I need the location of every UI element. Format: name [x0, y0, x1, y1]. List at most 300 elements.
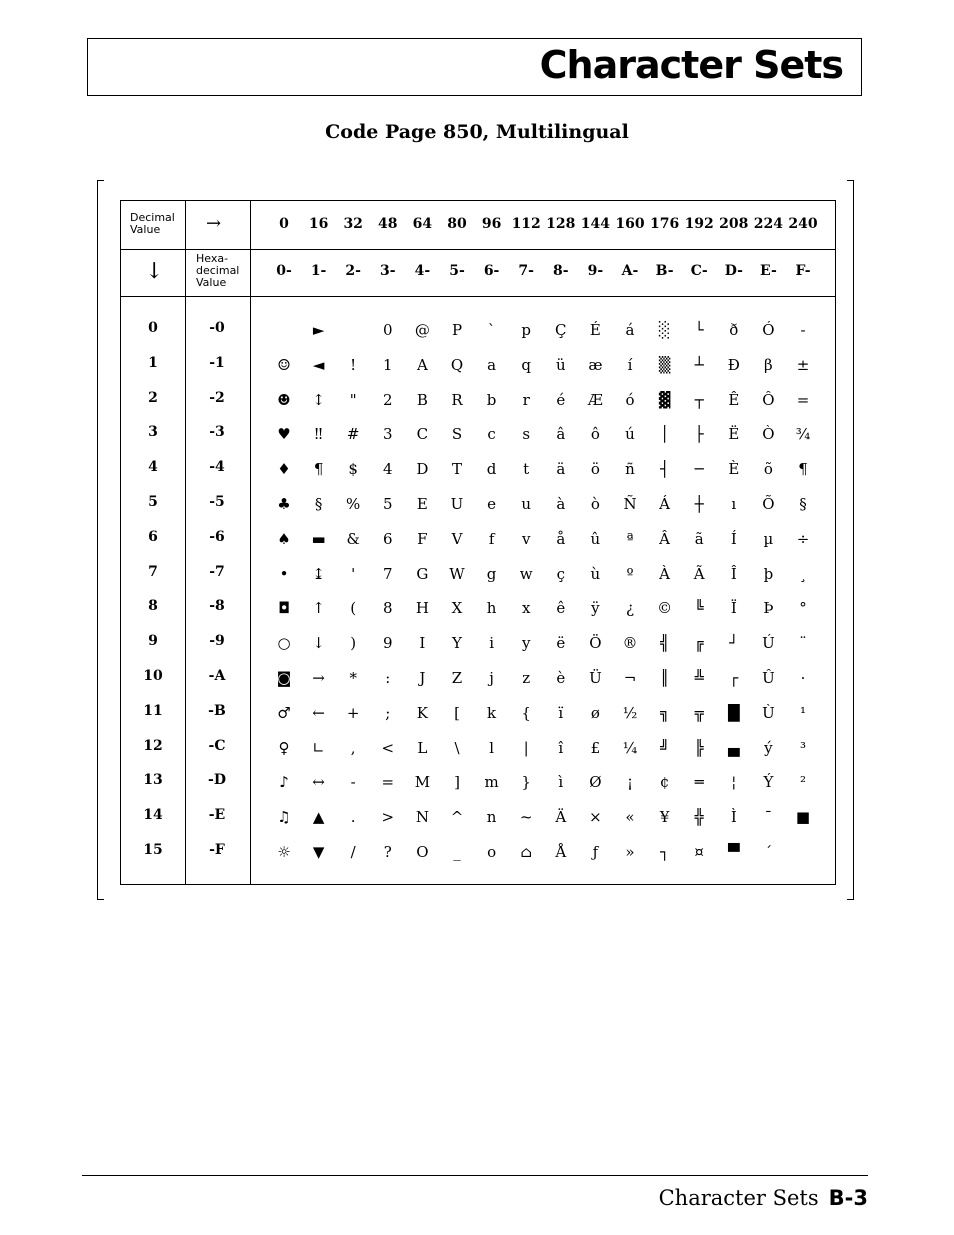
character-cell: F [417, 529, 428, 548]
row-hex-label: -8 [209, 598, 225, 615]
character-cell: ] [454, 773, 460, 792]
character-cell: v [521, 529, 531, 548]
row-decimal-label: 1 [148, 354, 158, 371]
character-cell: R [451, 390, 463, 409]
character-cell: å [556, 529, 566, 548]
character-cell: ç [556, 564, 565, 583]
character-cell: ♀ [278, 738, 290, 757]
character-cell: d [486, 460, 497, 479]
character-cell: ñ [625, 460, 635, 479]
character-cell: § [314, 495, 323, 513]
column-hex-header: 2- [345, 263, 361, 279]
character-cell: ÿ [591, 599, 600, 618]
row-hex-label: -A [208, 668, 226, 684]
character-cell: Ä [555, 808, 567, 827]
character-cell: º [626, 564, 634, 583]
character-cell: | [523, 738, 529, 757]
footer-text: Character Sets [658, 1186, 819, 1210]
character-cell: ø [590, 703, 600, 722]
character-cell: Æ [587, 390, 603, 409]
character-cell: \ [454, 738, 460, 757]
column-hex-header: 6- [483, 263, 500, 279]
character-cell: ´ [764, 843, 773, 861]
character-cell: Ù [762, 703, 775, 722]
character-cell: + [346, 703, 360, 722]
character-cell: ├ [694, 425, 704, 444]
character-cell: { [521, 703, 531, 722]
character-cell: # [346, 425, 360, 444]
character-cell: ╠ [694, 738, 704, 757]
character-cell: Ì [730, 808, 737, 827]
character-cell: ╔ [694, 634, 704, 653]
row-decimal-label: 12 [143, 737, 163, 754]
column-decimal-header: 48 [378, 216, 398, 232]
character-cell: ◄ [312, 355, 325, 374]
row-hex-label: -0 [209, 320, 225, 336]
character-cell: ! [350, 355, 357, 374]
character-cell: ↔ [312, 773, 325, 792]
character-cell: É [589, 321, 601, 339]
character-cell: = [381, 773, 395, 792]
character-cell: õ [763, 460, 773, 479]
column-hex-header: 0- [276, 263, 292, 279]
character-cell: ╚ [694, 599, 704, 618]
table-subtitle: Code Page 850, Multilingual [325, 121, 629, 143]
row-decimal-label: 13 [143, 772, 163, 789]
character-cell: Y [452, 634, 462, 653]
row-decimal-label: 3 [148, 424, 158, 441]
character-cell: a [487, 355, 497, 374]
character-cell: w [519, 564, 533, 583]
column-hex-header: B- [655, 263, 674, 279]
character-cell: │ [660, 425, 670, 444]
character-cell: x [521, 599, 531, 618]
character-cell: Ï [730, 599, 737, 618]
character-cell: ä [556, 460, 566, 479]
character-cell: ì [558, 773, 564, 792]
row-decimal-label: 11 [143, 702, 163, 719]
character-cell: î [558, 738, 564, 757]
character-cell: ¾ [795, 425, 811, 444]
character-cell: ª [626, 529, 634, 548]
character-cell: ¡ [626, 773, 634, 792]
character-cell: £ [590, 738, 601, 757]
character-cell: Í [730, 529, 737, 548]
row-hex-label: -4 [209, 459, 225, 476]
character-cell: ╝ [660, 738, 670, 757]
character-cell: ♫ [277, 808, 291, 827]
column-decimal-header: 128 [546, 216, 576, 232]
character-cell: Q [450, 355, 464, 374]
character-cell: § [799, 495, 807, 513]
character-cell: Ë [728, 425, 740, 444]
character-cell: à [556, 495, 566, 513]
character-cell: ¶ [313, 460, 324, 479]
character-cell: M [414, 773, 431, 792]
column-decimal-header: 112 [511, 216, 541, 232]
character-cell: µ [763, 529, 774, 548]
character-cell: ê [556, 599, 566, 618]
character-cell: ◘ [278, 599, 290, 618]
column-decimal-header: 32 [343, 216, 363, 232]
character-cell: ↕ [312, 390, 325, 409]
row-hex-label: -1 [209, 354, 225, 371]
character-cell: ¤ [694, 843, 704, 861]
character-cell: ∟ [312, 738, 325, 757]
row-hex-label: -5 [209, 494, 225, 510]
character-cell: Ö [589, 634, 602, 653]
character-cell: ░ [658, 321, 671, 339]
character-cell: ¦ [731, 773, 737, 792]
character-cell: p [521, 321, 531, 339]
character-cell: ' [351, 564, 356, 583]
character-cell: [ [454, 703, 460, 722]
character-cell: þ [763, 564, 774, 583]
character-cell: P [451, 321, 463, 339]
character-cell: ☻ [277, 390, 291, 409]
character-cell: k [487, 703, 497, 722]
row-decimal-label: 4 [148, 459, 158, 476]
column-hex-header: D- [724, 263, 743, 279]
column-hex-header: 5- [449, 263, 465, 279]
character-cell: / [350, 843, 356, 861]
character-cell: ¹ [799, 703, 806, 722]
character-cell: ↑ [312, 599, 325, 618]
character-cell: * [349, 669, 357, 687]
character-cell: ½ [622, 703, 638, 722]
character-cell: : [385, 669, 391, 687]
row-decimal-label: 9 [148, 633, 158, 650]
character-cell: ü [555, 355, 566, 374]
character-cell: - [350, 773, 356, 792]
character-cell: % [346, 495, 361, 513]
column-decimal-header: 144 [580, 216, 610, 232]
character-cell: I [419, 634, 426, 653]
character-cell: • [279, 564, 289, 583]
page-title: Character Sets [539, 43, 843, 87]
character-cell: T [451, 460, 462, 479]
character-cell: ¿ [625, 599, 635, 618]
character-cell: 0 [383, 321, 393, 339]
column-hex-header: 9- [587, 263, 604, 279]
character-cell: ² [799, 773, 806, 792]
row-hex-label: -C [208, 737, 226, 754]
character-cell: z [522, 669, 531, 687]
column-decimal-header: 176 [649, 216, 680, 232]
character-cell: ¸ [799, 564, 807, 583]
character-cell: Ú [762, 634, 775, 653]
character-cell: Þ [763, 599, 774, 618]
character-cell: ┐ [660, 843, 670, 861]
character-cell: 5 [383, 495, 393, 513]
row-hex-label: -E [208, 807, 226, 824]
character-cell: $ [348, 460, 358, 479]
character-cell: n [486, 808, 497, 827]
character-cell: ³ [799, 738, 806, 757]
character-cell: @ [414, 321, 430, 339]
character-cell: Ô [762, 390, 775, 409]
character-cell: Ý [763, 773, 774, 792]
character-cell: ┼ [694, 495, 704, 513]
character-cell: « [625, 808, 635, 827]
row-decimal-label: 0 [148, 320, 158, 336]
character-cell: Z [451, 669, 463, 687]
row-hex-label: -7 [209, 563, 225, 580]
character-cell: ¬ [623, 669, 637, 687]
row-decimal-label: 7 [148, 563, 158, 580]
character-cell: ○ [277, 634, 291, 653]
character-cell: 9 [383, 634, 393, 653]
character-cell: Ñ [623, 495, 637, 513]
divider [121, 249, 835, 250]
character-cell: ) [350, 634, 357, 653]
character-cell: ♠ [277, 529, 291, 548]
character-cell: Û [762, 669, 775, 687]
column-hex-header: 7- [518, 263, 534, 279]
character-cell: Ê [728, 390, 740, 409]
row-decimal-label: 14 [143, 807, 163, 824]
character-cell: l [489, 738, 494, 757]
character-cell: ¶ [798, 460, 808, 479]
character-cell: ▒ [658, 355, 671, 374]
divider [121, 296, 835, 297]
character-cell: ¼ [622, 738, 638, 757]
character-cell: ■ [795, 808, 811, 827]
right-arrow-icon: → [206, 213, 222, 234]
character-cell: & [346, 529, 360, 548]
character-cell: ┘ [729, 634, 739, 653]
character-cell: ¢ [659, 773, 670, 792]
character-cell: r [522, 390, 530, 409]
character-cell: ô [590, 425, 600, 444]
column-decimal-header: 16 [308, 216, 329, 232]
row-hex-label: -6 [209, 528, 225, 545]
character-cell: ® [622, 634, 638, 653]
character-cell: s [522, 425, 531, 444]
character-cell: Ø [589, 773, 602, 792]
row-decimal-label: 2 [148, 389, 158, 406]
character-cell: } [521, 773, 531, 792]
column-decimal-header: 224 [753, 216, 783, 232]
character-cell: À [659, 564, 671, 583]
character-cell: ▄ [728, 738, 740, 757]
character-cell: - [800, 321, 806, 339]
row-decimal-label: 15 [143, 842, 163, 858]
character-cell: ? [383, 843, 392, 861]
character-cell: ┤ [660, 460, 670, 479]
character-cell: E [416, 495, 428, 513]
character-cell: Ã [693, 564, 705, 583]
character-cell: ı [731, 495, 737, 513]
character-cell: ▲ [312, 808, 325, 827]
character-cell: ║ [660, 669, 670, 687]
character-cell: g [486, 564, 497, 583]
character-cell: 7 [383, 564, 393, 583]
character-cell: h [486, 599, 497, 618]
character-cell: 1 [383, 355, 393, 374]
row-decimal-label: 10 [143, 668, 163, 684]
character-cell: ◙ [276, 669, 292, 687]
character-cell: ú [625, 425, 635, 444]
header-box [87, 38, 862, 96]
character-cell: ▬ [311, 529, 326, 548]
character-cell: ─ [694, 460, 704, 479]
character-cell: ╣ [660, 634, 670, 653]
character-cell: » [625, 843, 635, 861]
character-table [120, 200, 836, 885]
character-cell: H [415, 599, 429, 618]
right-bracket [847, 180, 854, 900]
character-cell: ò [590, 495, 600, 513]
character-cell: > [381, 808, 395, 827]
character-cell: Å [555, 843, 567, 861]
character-cell: ☼ [277, 843, 291, 861]
character-cell: W [449, 564, 465, 583]
page-footer [659, 1186, 868, 1210]
character-cell: ▓ [658, 390, 671, 409]
character-cell: Ò [762, 425, 775, 444]
character-cell: ã [694, 529, 704, 548]
character-cell: u [521, 495, 532, 513]
character-cell: ╩ [694, 669, 704, 687]
character-cell: . [350, 808, 356, 827]
character-cell: ▀ [728, 843, 740, 861]
character-cell: Ç [555, 321, 567, 339]
character-cell: ¥ [659, 808, 670, 827]
character-cell: ó [625, 390, 635, 409]
row-hex-label: -9 [209, 633, 225, 650]
character-cell: ( [350, 599, 357, 618]
character-cell: U [450, 495, 464, 513]
character-cell: ‼ [314, 425, 323, 444]
character-cell: ƒ [592, 843, 599, 861]
divider [185, 201, 186, 884]
column-hex-header: F- [795, 263, 811, 279]
character-cell: æ [588, 355, 603, 374]
character-cell: ý [764, 738, 773, 757]
character-cell: í [627, 355, 633, 374]
footer-rule [82, 1175, 868, 1176]
row-decimal-label: 5 [148, 494, 158, 510]
character-cell: N [415, 808, 429, 827]
character-cell: m [484, 773, 499, 792]
character-cell: á [625, 321, 635, 339]
character-cell: t [523, 460, 530, 479]
divider [250, 201, 251, 884]
character-cell: ┌ [729, 669, 739, 687]
column-hex-header: A- [621, 263, 639, 279]
character-cell: È [728, 460, 740, 479]
page-number: B-3 [828, 1186, 868, 1210]
row-hex-label: -B [208, 702, 226, 719]
character-cell: ♣ [277, 495, 291, 513]
character-cell: ↓ [312, 634, 325, 653]
character-cell: J [419, 669, 426, 687]
character-cell: × [589, 808, 602, 827]
character-cell: ^ [450, 808, 464, 827]
character-cell: Õ [762, 495, 775, 513]
character-cell: ö [590, 460, 600, 479]
character-cell: ï [558, 703, 564, 722]
character-cell: Ó [762, 321, 775, 339]
character-cell: Â [659, 529, 671, 548]
row-hex-label: -D [208, 772, 226, 789]
character-cell: D [416, 460, 429, 479]
character-cell: V [451, 529, 463, 548]
character-cell: ▼ [312, 843, 325, 861]
character-cell: Đ [727, 355, 740, 374]
character-cell: █ [728, 703, 740, 722]
row-decimal-label: 6 [148, 528, 158, 545]
row-decimal-label: 8 [148, 598, 158, 615]
row-hex-label: -3 [209, 424, 225, 441]
character-cell: ¨ [799, 634, 807, 653]
character-cell: L [417, 738, 428, 757]
column-decimal-header: 240 [788, 216, 818, 232]
column-hex-header: 3- [380, 263, 396, 279]
character-cell: q [521, 355, 531, 374]
character-cell: ♂ [277, 703, 291, 722]
character-cell: ~ [519, 808, 533, 827]
down-arrow-icon: ↓ [145, 259, 164, 284]
column-decimal-header: 0 [279, 216, 289, 232]
character-cell: ` [487, 321, 496, 339]
character-cell: ← [312, 703, 325, 722]
character-cell: ù [590, 564, 601, 583]
character-cell: Á [659, 495, 671, 513]
column-decimal-header: 160 [615, 216, 645, 232]
left-bracket [97, 180, 104, 900]
character-cell: 8 [383, 599, 393, 618]
column-decimal-header: 192 [684, 216, 714, 232]
character-cell: o [487, 843, 497, 861]
hex-value-label: Hexa-decimal Value [196, 252, 240, 289]
character-cell: ♪ [279, 773, 289, 792]
character-cell: ë [556, 634, 566, 653]
character-cell: └ [694, 321, 704, 339]
character-cell: f [488, 529, 495, 548]
character-cell: K [416, 703, 428, 722]
row-hex-label: -2 [209, 389, 225, 406]
column-decimal-header: 96 [481, 216, 502, 232]
column-hex-header: 8- [553, 263, 569, 279]
character-cell: e [487, 495, 497, 513]
character-cell: β [764, 355, 773, 374]
character-cell: " [349, 390, 357, 409]
character-cell: Ü [589, 669, 602, 687]
character-cell: ► [312, 321, 325, 339]
character-cell: O [416, 843, 429, 861]
column-hex-header: C- [690, 263, 708, 279]
character-cell: ╦ [694, 703, 704, 722]
character-cell: û [590, 529, 601, 548]
character-cell: B [416, 390, 428, 409]
column-hex-header: 1- [310, 263, 327, 279]
character-cell: = [796, 390, 810, 409]
character-cell: S [451, 425, 463, 444]
character-cell: ┴ [694, 355, 704, 374]
character-cell: y [521, 634, 531, 653]
column-decimal-header: 80 [447, 216, 467, 232]
character-cell: ╬ [694, 808, 704, 827]
column-hex-header: 4- [414, 263, 431, 279]
character-cell: ° [799, 599, 807, 618]
character-cell: é [556, 390, 566, 409]
character-cell: â [556, 425, 566, 444]
character-cell: i [489, 634, 494, 653]
character-cell: è [556, 669, 566, 687]
character-cell: , [350, 738, 356, 757]
